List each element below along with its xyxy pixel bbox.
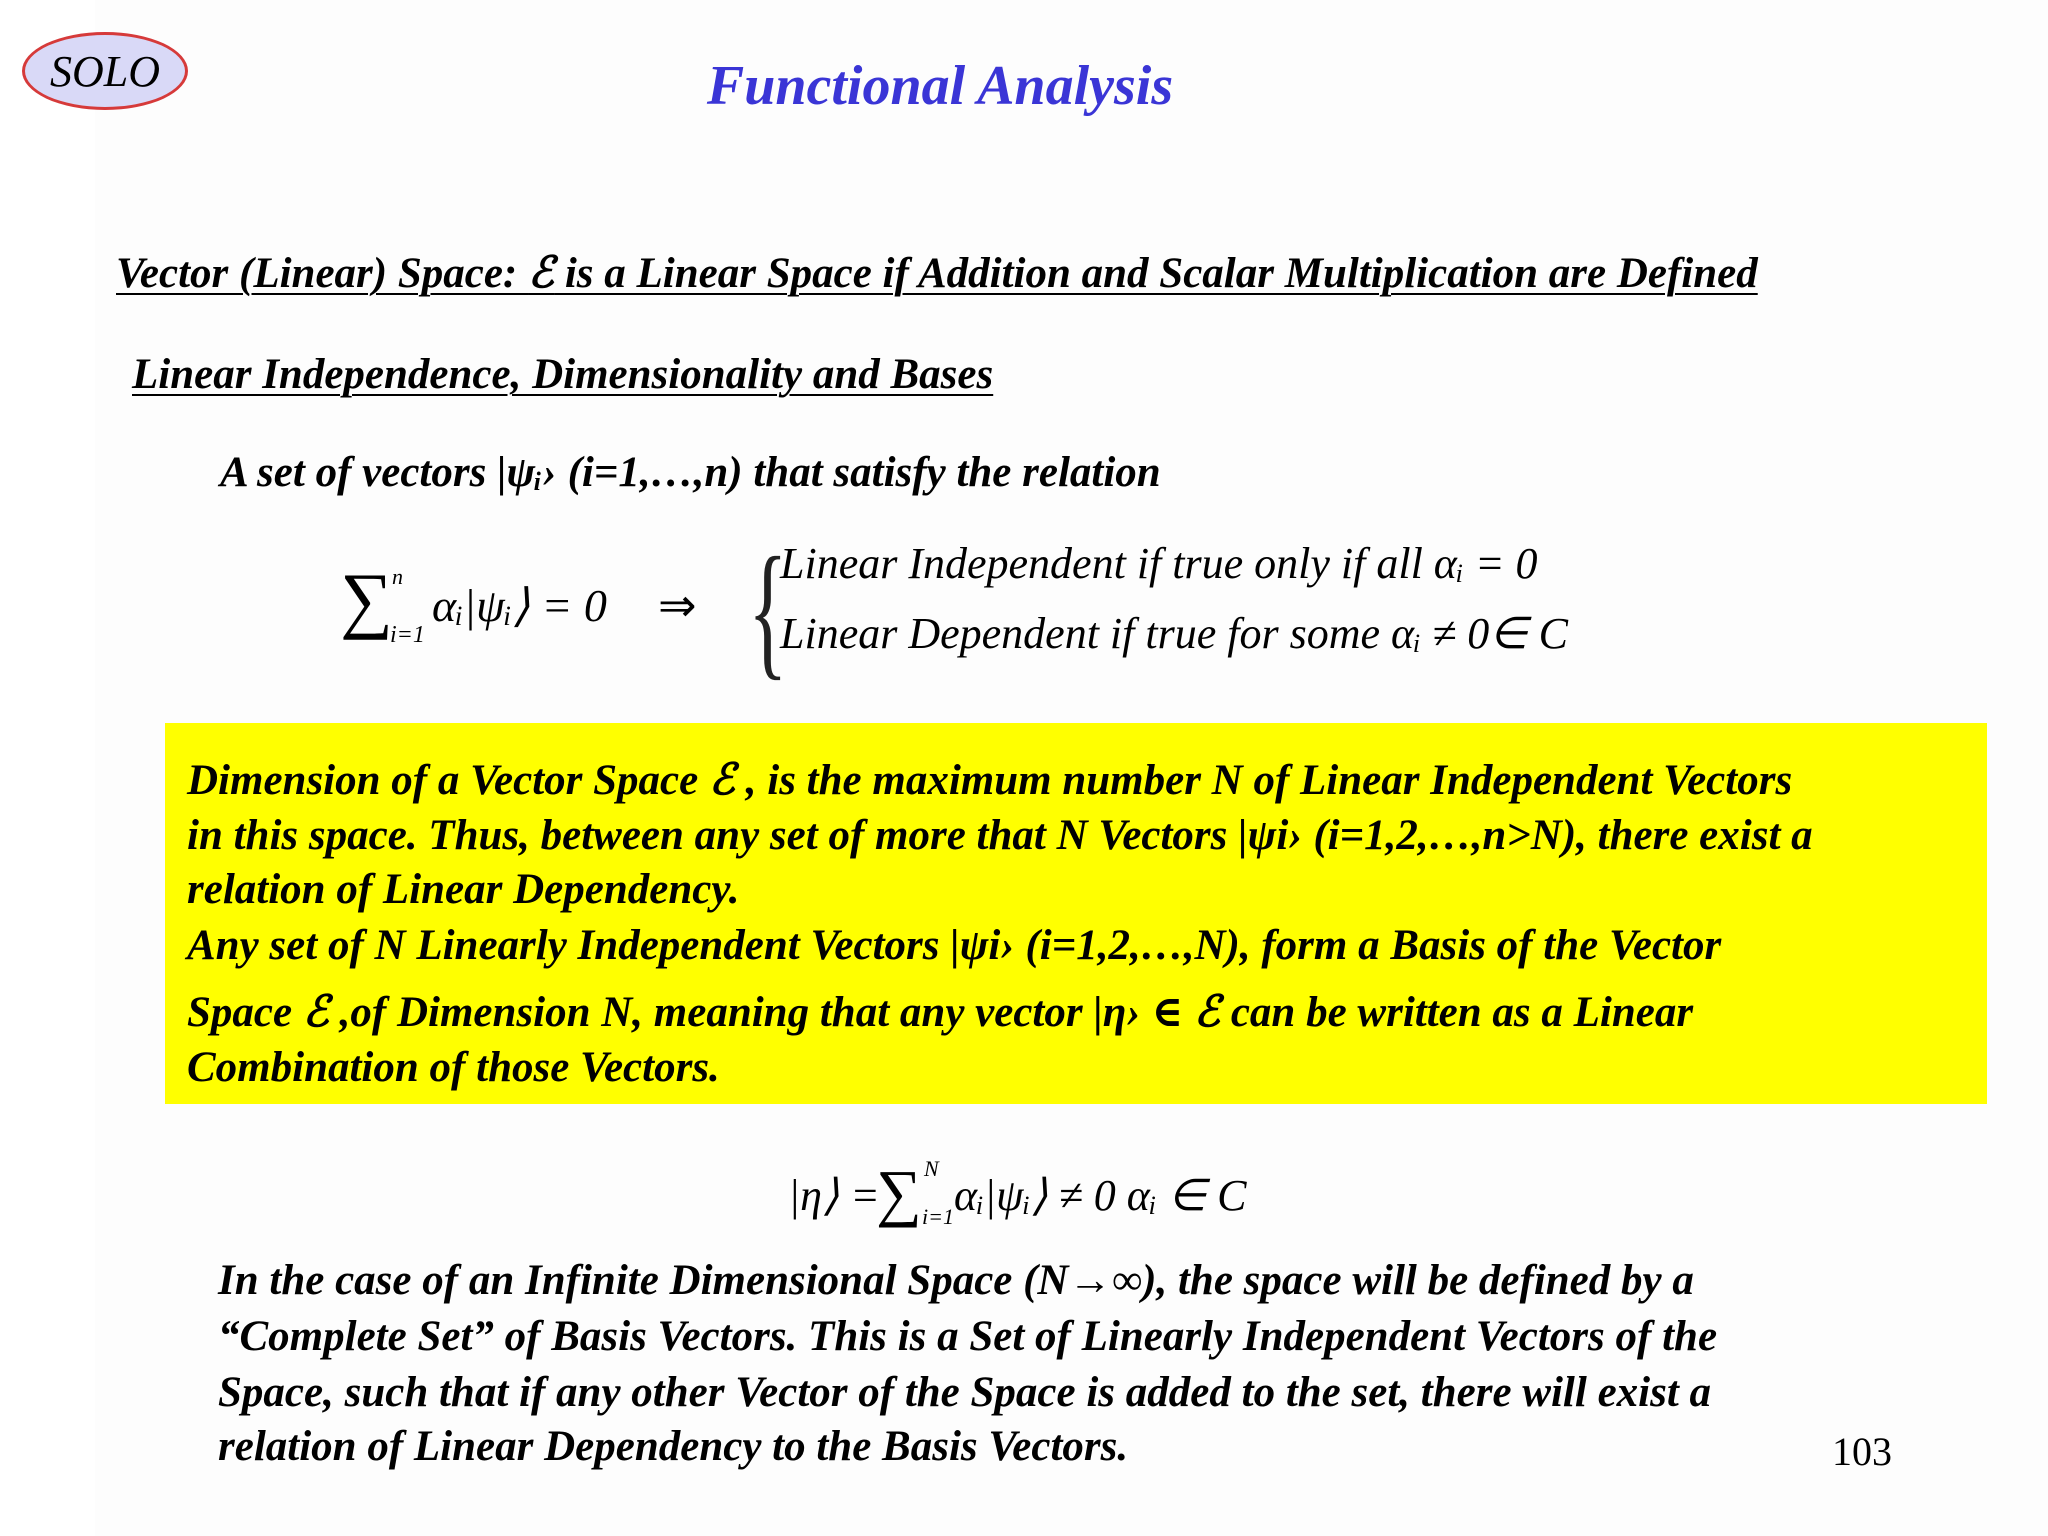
heading-vector-space-before: Vector (Linear) Space: <box>116 250 529 297</box>
summation-upper-limit-2: N <box>924 1156 939 1181</box>
bottom-line-2: “Complete Set” of Basis Vectors. This is a Set of Linearly Independent Vectors of the <box>218 1313 1718 1360</box>
left-brace: { <box>748 527 788 693</box>
bottom-line-1: In the case of an Infinite Dimensional Space (N→∞), the space will be defined by a <box>218 1257 1694 1304</box>
equation2-lhs: |η⟩ = <box>788 1171 880 1220</box>
heading-linear-independence: Linear Independence, Dimensionality and Bases <box>132 351 994 398</box>
box-line-5: Space ℰ ,of Dimension N, meaning that any vector |η› ∈ ℰ can be written as a Linear <box>187 989 1694 1036</box>
box-line-6: Combination of those Vectors. <box>187 1044 720 1091</box>
case-linear-independent: Linear Independent if true only if all αᵢ = 0 <box>780 539 1538 588</box>
summation-symbol: ∑ <box>340 559 393 641</box>
logo-text: SOLO <box>49 46 161 96</box>
box-line-2: in this space. Thus, between any set of more that N Vectors |ψi› (i=1,2,…,n>N), there exist a <box>187 812 1813 859</box>
slide-title: Functional Analysis <box>706 55 1174 117</box>
box-line-3: relation of Linear Dependency. <box>187 866 740 913</box>
case-linear-dependent: Linear Dependent if true for some αᵢ ≠ 0∈ C <box>780 609 1568 658</box>
box-line-4: Any set of N Linearly Independent Vectors |ψi› (i=1,2,…,N), form a Basis of the Vector <box>187 922 1722 969</box>
box-line-1: Dimension of a Vector Space ℰ , is the maximum number N of Linear Independent Vectors <box>187 757 1793 804</box>
bottom-line-3: Space, such that if any other Vector of the Space is added to the set, there will exist a <box>218 1369 1712 1416</box>
page-number: 103 <box>1832 1429 1892 1474</box>
summation-lower-limit: i=1 <box>390 622 425 648</box>
script-e-symbol: ℰ <box>528 248 555 298</box>
intro-sentence: A set of vectors |ψᵢ› (i=1,…,n) that satisfy the relation <box>220 449 1161 496</box>
dimension-definition-box <box>165 723 1987 1104</box>
summation-symbol-2: ∑ <box>876 1157 922 1228</box>
equation-body: αᵢ|ψᵢ⟩ = 0 <box>432 580 607 631</box>
bottom-line-4: relation of Linear Dependency to the Basis Vectors. <box>218 1423 1129 1470</box>
equation2-body: αᵢ|ψᵢ⟩ ≠ 0 αᵢ ∈ C <box>954 1171 1247 1220</box>
summation-lower-limit-2: i=1 <box>922 1204 954 1229</box>
implies-arrow: ⇒ <box>658 580 697 631</box>
heading-vector-space <box>116 248 1758 298</box>
summation-upper-limit: n <box>392 564 403 589</box>
heading-vector-space-after: is a Linear Space if Addition and Scalar Multiplication are Defined <box>554 250 1758 297</box>
